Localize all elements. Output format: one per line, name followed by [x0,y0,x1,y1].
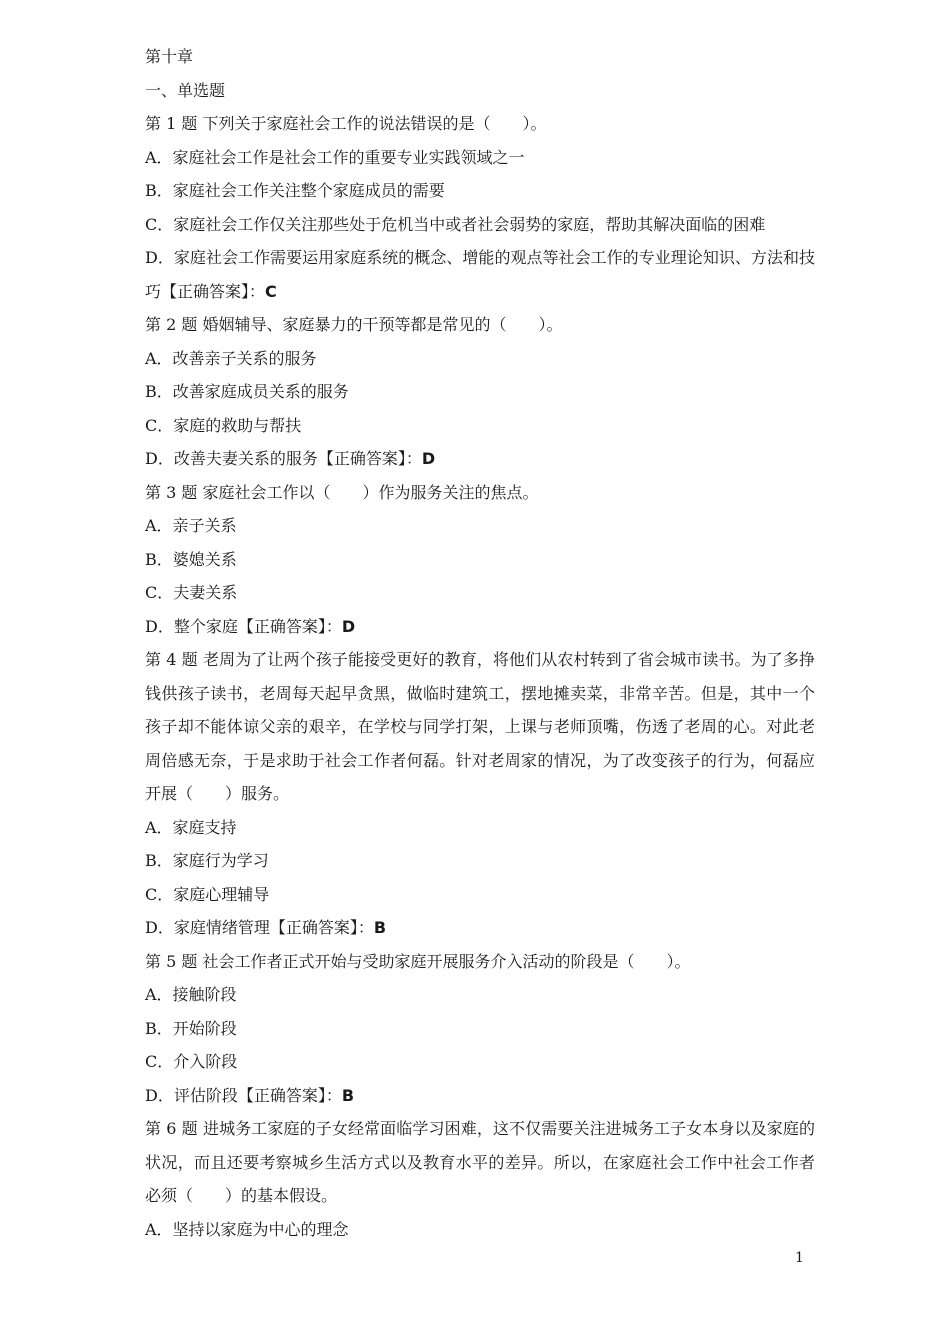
option-d [145,911,815,945]
option-c: C．家庭心理辅导 [145,884,270,904]
answer-value: D [341,616,356,636]
answer-value: D [421,449,436,468]
option-a: A．亲子关系 [145,516,237,535]
question-stem: 第 3 题 家庭社会工作以（ ）作为服务关注的焦点。 [145,482,539,502]
option-c: C．夫妻关系 [145,583,238,602]
question-2 [145,308,815,476]
option-b: B．家庭行为学习 [145,851,269,870]
question-stem: 第 4 题 老周为了让两个孩子能接受更好的教育，将他们从农村转到了省会城市读书。为了多挣钱供孩子读书，老周每天起早贪黑，做临时建筑工，摆地摊卖菜，非常辛苦。但是，其中一个孩子却不能体谅父亲的艰辛，在学校与同学打架，上课与老师顶嘴，伤透了老周的心。对此老周倍感无奈，于是求助于社会工作者何磊。针对老周家的情况，为了改变孩子的行为，何磊应开展（ ）服务。 [145,650,815,803]
option-a: A．坚持以家庭为中心的理念 [145,1219,349,1239]
page-number: 1 [795,1250,804,1266]
question-4 [145,643,815,945]
option-d-text: D．家庭情绪管理 [145,918,270,937]
answer-label: 【正确答案】： [317,449,422,468]
option-d-text: D．整个家庭 [145,616,238,636]
option-b: B．家庭社会工作关注整个家庭成员的需要 [145,181,445,200]
answer-label: 【正确答案】： [269,918,374,937]
question-1 [145,107,815,308]
question-stem: 第 6 题 进城务工家庭的子女经常面临学习困难，这不仅需要关注进城务工子女本身以及家庭的状况，而且还要考察城乡生活方式以及教育水平的差异。所以，在家庭社会工作中社会工作者必须（ ）的基本假设。 [145,1119,815,1205]
question-stem: 第 1 题 下列关于家庭社会工作的说法错误的是（ ）。 [145,114,547,133]
option-c: C．家庭社会工作仅关注那些处于危机当中或者社会弱势的家庭，帮助其解决面临的困难 [145,214,766,234]
answer-value: B [373,918,387,937]
question-3 [145,476,815,644]
option-d-text: D．评估阶段 [145,1085,238,1105]
answer-value: C [265,281,277,301]
option-b: B．开始阶段 [145,1018,237,1038]
option-d [145,1079,815,1113]
question-6 [145,1112,815,1246]
option-d [145,442,815,476]
question-stem: 第 2 题 婚姻辅导、家庭暴力的干预等都是常见的（ ）。 [145,315,563,334]
option-d-text: D．改善夫妻关系的服务 [145,449,318,468]
option-d [145,610,815,644]
document-body [145,40,815,1246]
answer-value: B [341,1085,355,1105]
option-d [145,241,815,308]
answer-label: 【正确答案】： [161,281,266,301]
option-d-text: D．家庭社会工作需要运用家庭系统的概念、增能的观点等社会工作的专业理论知识、方法和技巧 [145,248,815,301]
option-a: A．改善亲子关系的服务 [145,348,317,368]
chapter-title: 第十章 [145,47,194,66]
option-b: B．婆媳关系 [145,549,237,569]
question-stem: 第 5 题 社会工作者正式开始与受助家庭开展服务介入活动的阶段是（ ）。 [145,951,691,971]
option-a: A．家庭支持 [145,817,237,837]
option-c: C．介入阶段 [145,1052,238,1071]
option-b: B．改善家庭成员关系的服务 [145,382,349,401]
answer-label: 【正确答案】： [237,616,342,636]
question-5 [145,945,815,1113]
answer-label: 【正确答案】： [237,1085,342,1105]
option-c: C．家庭的救助与帮扶 [145,415,302,435]
section-title: 一、单选题 [145,80,226,100]
option-a: A．接触阶段 [145,985,237,1004]
option-a: A．家庭社会工作是社会工作的重要专业实践领域之一 [145,147,525,167]
